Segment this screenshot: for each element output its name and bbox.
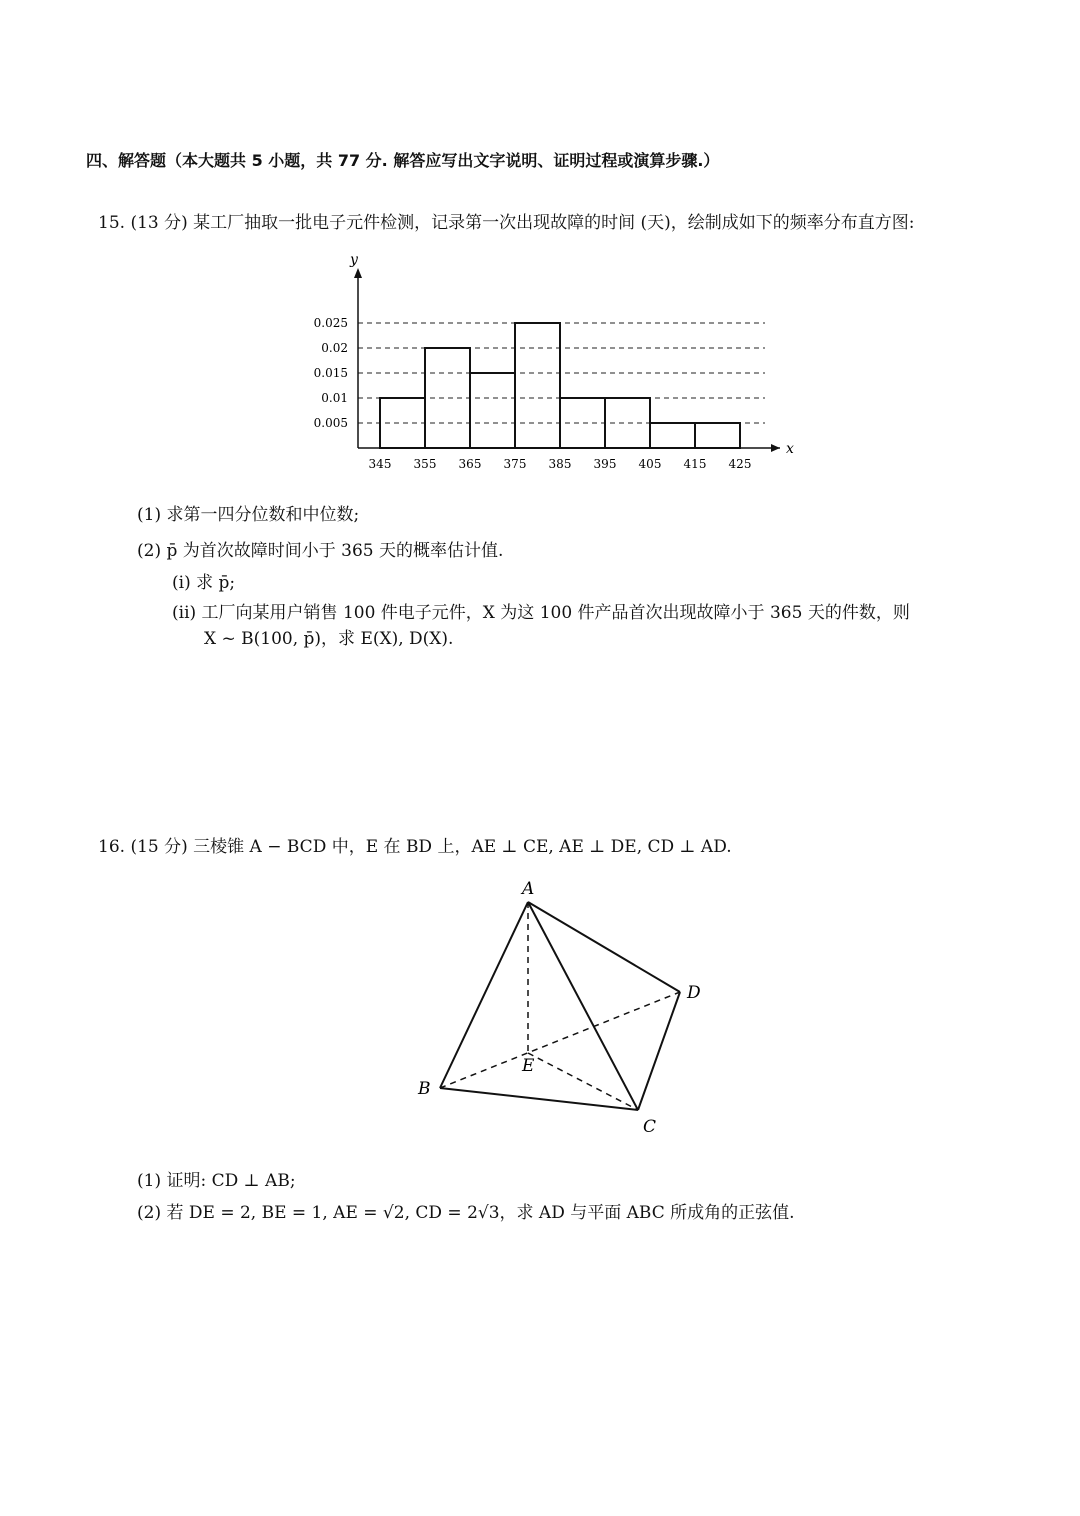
bar-7: [695, 423, 740, 448]
y-tick-label-3: 0.02: [321, 341, 348, 355]
x-tick-label-4: 385: [548, 457, 572, 471]
question-16-part2: (2) 若 DE = 2, BE = 1, AE = √2, CD = 2√3，求 AD 与平面 ABC 所成角的正弦值.: [137, 1203, 795, 1223]
edge-AC: [528, 902, 638, 1110]
question-15-part2-ii-line2: X ~ B(100, p̄)，求 E(X), D(X).: [204, 629, 454, 649]
label-B: B: [418, 1079, 431, 1099]
y-tick-label-4: 0.025: [313, 316, 348, 330]
y-tick-label-1: 0.01: [321, 391, 348, 405]
bar-3: [515, 323, 560, 448]
pyramid-figure: [400, 870, 730, 1140]
label-A: A: [522, 879, 535, 899]
y-axis-label: y: [350, 252, 358, 268]
edge-BD-dashed: [440, 992, 680, 1088]
label-E: E: [522, 1056, 535, 1076]
label-C: C: [643, 1117, 657, 1137]
section-title: 四、解答题（本大题共 5 小题，共 77 分. 解答应写出文字说明、证明过程或演算步骤.）: [86, 151, 720, 170]
edge-AB: [440, 902, 528, 1088]
x-tick-label-5: 395: [593, 457, 617, 471]
label-D: D: [687, 983, 701, 1003]
question-15-part1: (1) 求第一四分位数和中位数;: [137, 505, 360, 525]
x-axis-arrow: [771, 444, 780, 452]
edge-CD: [638, 992, 680, 1110]
x-tick-label-3: 375: [503, 457, 527, 471]
frequency-histogram: [300, 248, 820, 478]
question-16-part1: (1) 证明: CD ⊥ AB;: [137, 1171, 296, 1191]
x-tick-label-2: 365: [458, 457, 482, 471]
x-tick-label-8: 425: [728, 457, 752, 471]
bar-2: [470, 373, 515, 448]
question-15-part2: (2) p̄ 为首次故障时间小于 365 天的概率估计值.: [137, 541, 504, 561]
question-15-part2-i: (i) 求 p̄;: [172, 573, 236, 593]
bar-6: [650, 423, 695, 448]
edge-BC: [440, 1088, 638, 1110]
x-tick-label-7: 415: [683, 457, 707, 471]
y-tick-label-0: 0.005: [313, 416, 348, 430]
y-axis-arrow: [354, 268, 362, 278]
x-tick-label-0: 345: [368, 457, 392, 471]
question-15-stem: 15. (13 分) 某工厂抽取一批电子元件检测，记录第一次出现故障的时间 (天)，绘制成如下的频率分布直方图:: [98, 213, 915, 233]
y-tick-label-2: 0.015: [313, 366, 348, 380]
question-15-part2-ii-line1: (ii) 工厂向某用户销售 100 件电子元件，X 为这 100 件产品首次出现故障小于 365 天的件数，则: [172, 603, 910, 623]
question-16-stem: 16. (15 分) 三棱锥 A − BCD 中，E 在 BD 上，AE ⊥ CE, AE ⊥ DE, CD ⊥ AD.: [98, 837, 732, 857]
x-tick-label-1: 355: [413, 457, 437, 471]
edge-CE-dashed: [528, 1053, 638, 1110]
x-axis-label: x: [786, 441, 794, 457]
x-tick-label-6: 405: [638, 457, 662, 471]
